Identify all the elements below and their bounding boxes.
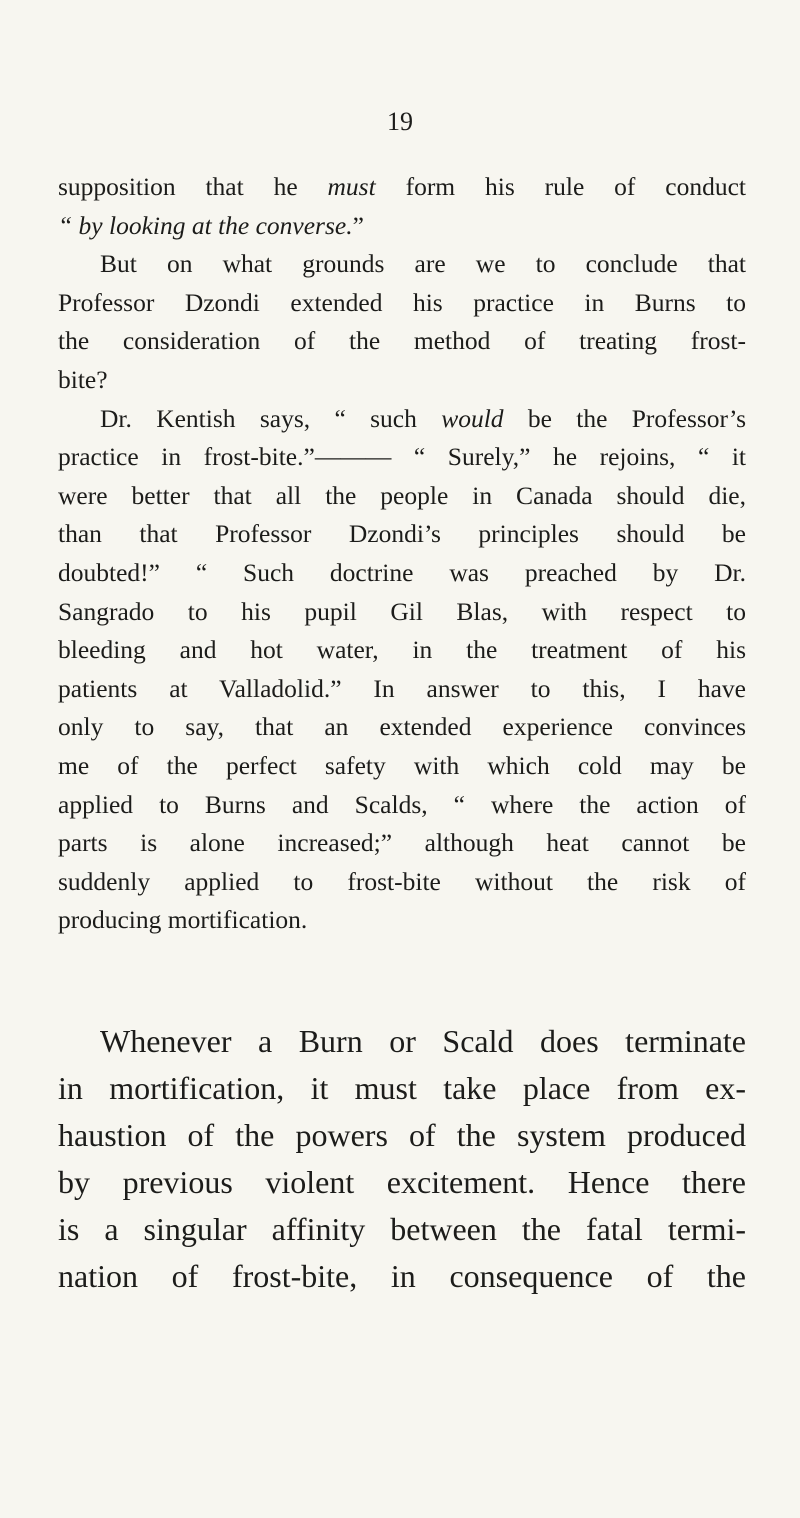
paragraph <box>58 400 746 940</box>
text-line <box>58 361 746 400</box>
text-segment: ” <box>352 210 364 240</box>
large-paragraph <box>58 1018 746 1300</box>
text-line <box>58 824 746 863</box>
italic-text: must <box>327 172 376 201</box>
text-segment: were better that all the people in Canada should die, <box>58 480 746 510</box>
text-line <box>58 400 746 439</box>
text-line <box>58 708 746 747</box>
text-segment: producing mortification. <box>58 905 308 935</box>
italic-text: would <box>441 403 504 433</box>
text-segment: Professor Dzondi extended his practice in Burns to <box>58 287 746 317</box>
italic-text: “ by looking at the converse. <box>58 210 353 240</box>
text-line <box>58 284 746 323</box>
text-line <box>58 554 746 593</box>
text-segment: bleeding and hot water, in the treatment of his <box>58 635 746 665</box>
text-segment: patients at Valladolid.” In answer to this, I have <box>58 673 746 703</box>
text-line <box>58 477 746 516</box>
large-text-line: by previous violent excitement. Hence there <box>58 1164 746 1200</box>
body-text <box>58 168 746 940</box>
text-segment: parts is alone increased;” although heat cannot be <box>58 828 746 858</box>
text-line <box>58 245 746 284</box>
text-line <box>58 631 746 670</box>
text-segment: bite? <box>58 364 108 394</box>
text-segment: suddenly applied to frost-bite without the risk of <box>58 866 746 896</box>
text-segment: Dr. Kentish says, “ such <box>100 403 442 433</box>
text-line <box>58 901 746 940</box>
text-line <box>58 168 746 207</box>
text-segment: doubted!” “ Such doctrine was preached by Dr. <box>58 557 746 587</box>
text-line <box>58 593 746 632</box>
text-line <box>58 747 746 786</box>
text-line <box>58 786 746 825</box>
text-segment: only to say, that an extended experience convinces <box>58 712 746 742</box>
large-text-line: in mortification, it must take place from ex- <box>58 1070 746 1106</box>
paragraph <box>58 168 746 245</box>
text-segment: be the Professor’s <box>503 403 747 433</box>
text-line <box>58 322 746 361</box>
text-segment: applied to Burns and Scalds, “ where the action of <box>58 789 746 819</box>
text-segment: than that Professor Dzondi’s principles should be <box>58 519 746 549</box>
page-number: 19 <box>387 107 413 136</box>
text-segment: Sangrado to his pupil Gil Blas, with respect to <box>58 596 746 626</box>
text-line <box>58 670 746 709</box>
text-segment: practice in frost-bite.”——— “ Surely,” he rejoins, “ it <box>58 442 746 472</box>
text-segment: supposition that he <box>58 172 328 201</box>
large-text-line: is a singular affinity between the fatal termi- <box>58 1211 746 1247</box>
large-text-line: nation of frost-bite, in consequence of the <box>58 1258 746 1294</box>
text-segment: me of the perfect safety with which cold may be <box>58 750 746 780</box>
text-line <box>58 863 746 902</box>
text-segment: But on what grounds are we to conclude that <box>100 249 746 279</box>
text-line <box>58 207 746 246</box>
large-text-line: haustion of the powers of the system produced <box>58 1117 746 1153</box>
large-text-line: Whenever a Burn or Scald does terminate <box>100 1023 746 1059</box>
text-segment: the consideration of the method of treating frost- <box>58 326 746 356</box>
text-line <box>58 438 746 477</box>
text-line <box>58 515 746 554</box>
text-segment: form his rule of conduct <box>375 172 746 201</box>
paragraph <box>58 245 746 399</box>
